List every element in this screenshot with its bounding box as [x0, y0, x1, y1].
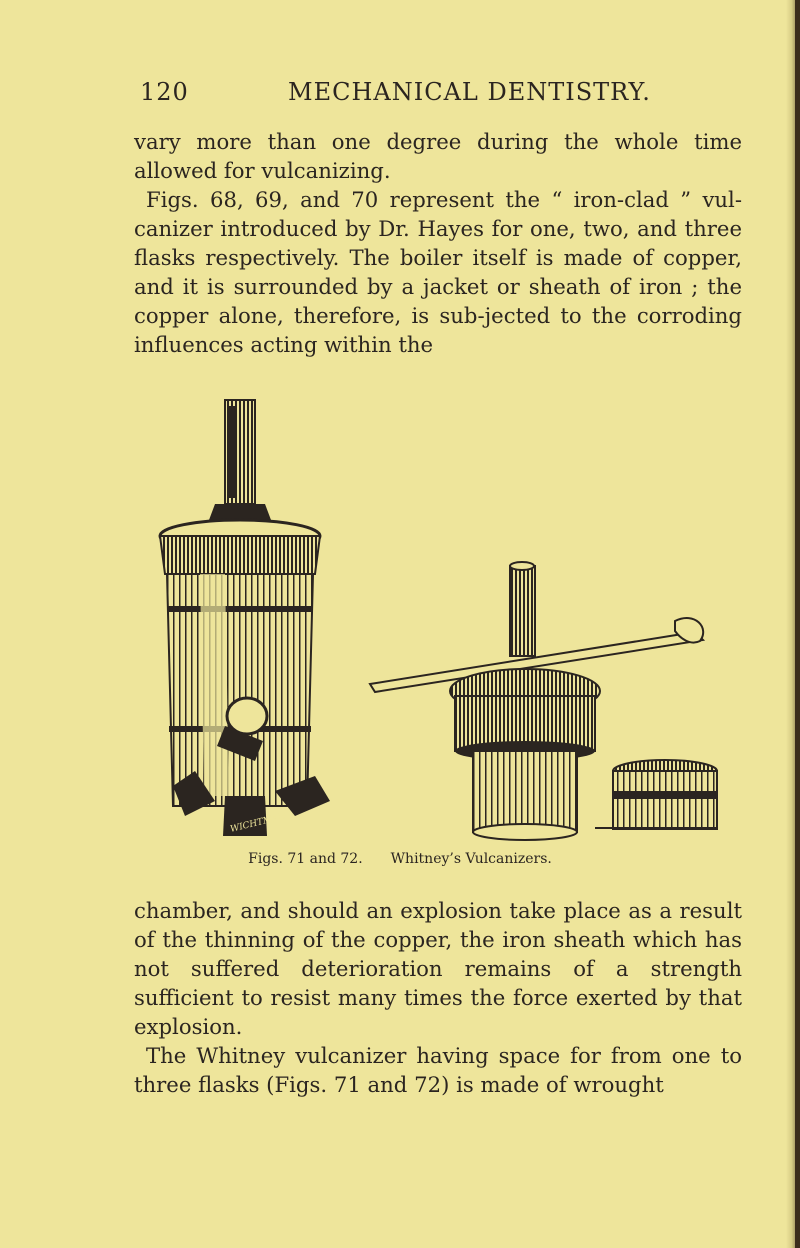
vulcanizer-illustration: [155, 396, 755, 846]
paragraph: The Whitney vulcanizer having space for from one to three flasks (Figs. 71 and 72) is made of wrought: [134, 1043, 742, 1097]
body-text-top: [134, 127, 742, 359]
page-number: 120: [140, 78, 189, 106]
vulcanizer-large: [160, 400, 330, 836]
running-head: MECHANICAL DENTISTRY.: [288, 78, 651, 106]
figure-title: Whitney’s Vulcanizers.: [390, 851, 552, 867]
paragraph: chamber, and should an explosion take place as a result of the thinning of the copper, the iron sheath which has not suffered deterioration remains of a strength sufficient to resist many times the force exerted by that explosion.: [134, 898, 742, 1039]
figure-caption: [0, 851, 800, 867]
body-text-bottom: [134, 896, 742, 1099]
page-header: [0, 78, 800, 112]
engraver-signature: WICHTMAN: [229, 811, 288, 835]
paragraph: vary more than one degree during the whole time allowed for vulcanizing.: [134, 129, 742, 183]
paragraph: Figs. 68, 69, and 70 represent the “ iron-clad ” vul-canizer introduced by Dr. Hayes for one, two, and three flasks respectively. The boiler itself is made of copper, and it is surrounded by a jacket or sheath of iron ; the copper alone, therefore, is sub-jected to the corroding influences acting within the: [134, 187, 742, 357]
flask-block: [595, 760, 717, 829]
page-edge: [795, 0, 800, 1248]
figure-number: Figs. 71 and 72.: [248, 851, 363, 867]
